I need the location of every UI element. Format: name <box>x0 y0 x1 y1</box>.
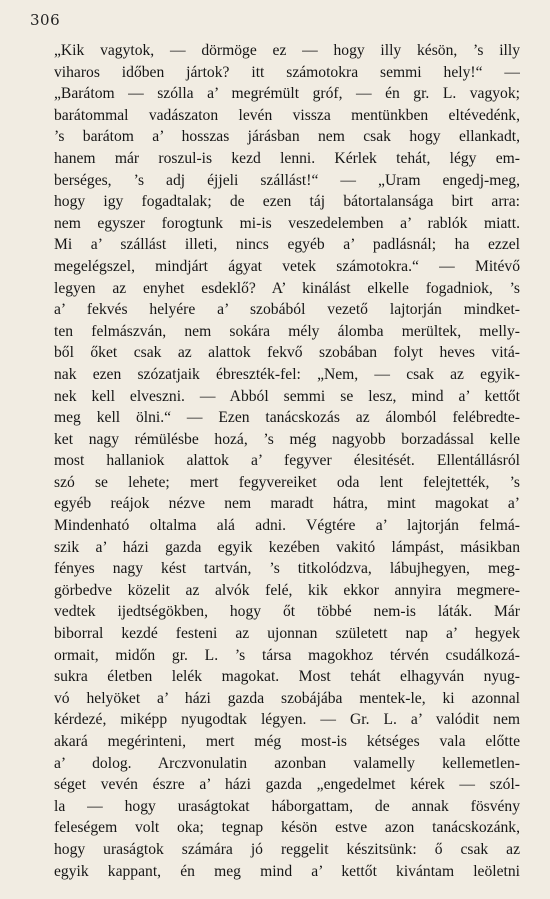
text-line: ten felmászván, nem sokára mély álomba merültek, melly- <box>54 322 520 340</box>
text-line: feleségem volt oka; tegnap késön estve azon tanácskozánk, <box>54 819 520 837</box>
text-line: Mindenható oltalma alá adni. Végtére a’ lajtorján felmá- <box>54 517 520 535</box>
text-line: egyéb reájok nézve nem maradt hátra, mint magokat a’ <box>54 495 520 513</box>
text-line: görbedve közelit az alvók felé, kik ekkor annyira megmere- <box>54 581 520 599</box>
text-line: legyen az enyhet esdeklő? A’ kinálást elkelle fogadniok, ’s <box>54 279 520 297</box>
page-number: 306 <box>30 11 61 29</box>
text-line: hogy igy fogadtalak; de ezen táj bátortalansága birt arra: <box>54 193 520 211</box>
text-line: sukra életben lelék magokat. Most tehát elhagyván nyug- <box>54 668 520 686</box>
text-line: megelégszel, mindjárt ágyat vetek számotokra.“ — Mitévő <box>54 257 520 275</box>
text-line: ormait, midőn gr. L. ’s társa magokhoz térvén csudálkozá- <box>54 646 520 664</box>
text-line: egyik kappant, én meg mind a’ kettőt kivántam leöletni <box>54 862 520 880</box>
text-line: „Barátom — szólla a’ megrémült gróf, — én gr. L. vagyok; <box>54 85 520 103</box>
text-line: berséges, ’s adj éjjeli szállást!“ — „Uram engedj-meg, <box>54 171 520 189</box>
body-text <box>54 40 520 882</box>
text-line: Mi a’ szállást illeti, nincs egyéb a’ padlásnál; ha ezzel <box>54 236 520 254</box>
text-line: kérdezé, miképp nyugodtak légyen. — Gr. L. a’ valódit nem <box>54 711 520 729</box>
text-line: la — hogy uraságtokat háborgattam, de annak fösvény <box>54 797 520 815</box>
text-line: séget vevén észre a’ házi gazda „engedelmet kérek — szól- <box>54 776 520 794</box>
text-line: akará megérinteni, mert még most-is kétséges vala előtte <box>54 733 520 750</box>
text-line: nak ezen szózatjaik ébreszték-fel: „Nem, — csak az egyik- <box>54 365 520 383</box>
text-line: nek kell elveszni. — Abból semmi se lesz, mind a’ kettőt <box>54 387 520 405</box>
text-line: ’s barátom a’ hosszas járásban nem csak hogy ellankadt, <box>54 128 520 146</box>
text-line: a’ fekvés helyére a’ szobából vezető lajtorján mindket- <box>54 301 520 319</box>
text-line: hogy uraságtok számára jó reggelit készitsünk: ő csak az <box>54 840 520 858</box>
text-line: hanem már roszul-is kezd lenni. Kérlek tehát, légy em- <box>54 149 520 167</box>
text-line: szó se lehete; mert fegyvereiket oda lent felejtették, ’s <box>54 473 520 491</box>
text-line: nem egyszer forogtunk mi-is veszedelemben a’ rablók miatt. <box>54 214 520 232</box>
text-line: biborral kezdé festeni az ujonnan született nap a’ hegyek <box>54 625 520 643</box>
text-line: fényes nagy kést tartván, ’s titkolódzva, lábujhegyen, meg- <box>54 560 520 578</box>
text-line: vedtek ijedtségökben, hogy őt többé nem-is láták. Már <box>54 603 520 621</box>
text-line: viharos időben jártok? itt számotokra semmi hely!“ — <box>54 63 520 81</box>
text-line: a’ dolog. Arczvonulatin azonban valamelly kellemetlen- <box>54 754 520 772</box>
text-line: vó helyöket a’ házi gazda szobájába mentek-le, ki azonnal <box>54 689 520 707</box>
text-line: most hallaniok alattok a’ fegyver élesitését. Ellentállásról <box>54 452 520 470</box>
text-line: „Kik vagytok, — dörmöge ez — hogy illy késön, ’s illy <box>54 42 520 59</box>
text-line: ből őket csak az alattok fekvő szobában folyt heves vitá- <box>54 344 520 362</box>
text-line: szik a’ házi gazda egyik kezében vakitó lámpást, másikban <box>54 538 520 556</box>
text-line: ket nagy rémülésbe hozá, ’s még nagyobb borzadással kelle <box>54 430 520 448</box>
text-line: barátommal vadászaton levén vissza mentünkben eltévedénk, <box>54 106 520 124</box>
text-line: meg kell ölni.“ — Ezen tanácskozás az álomból felébredte- <box>54 409 520 427</box>
